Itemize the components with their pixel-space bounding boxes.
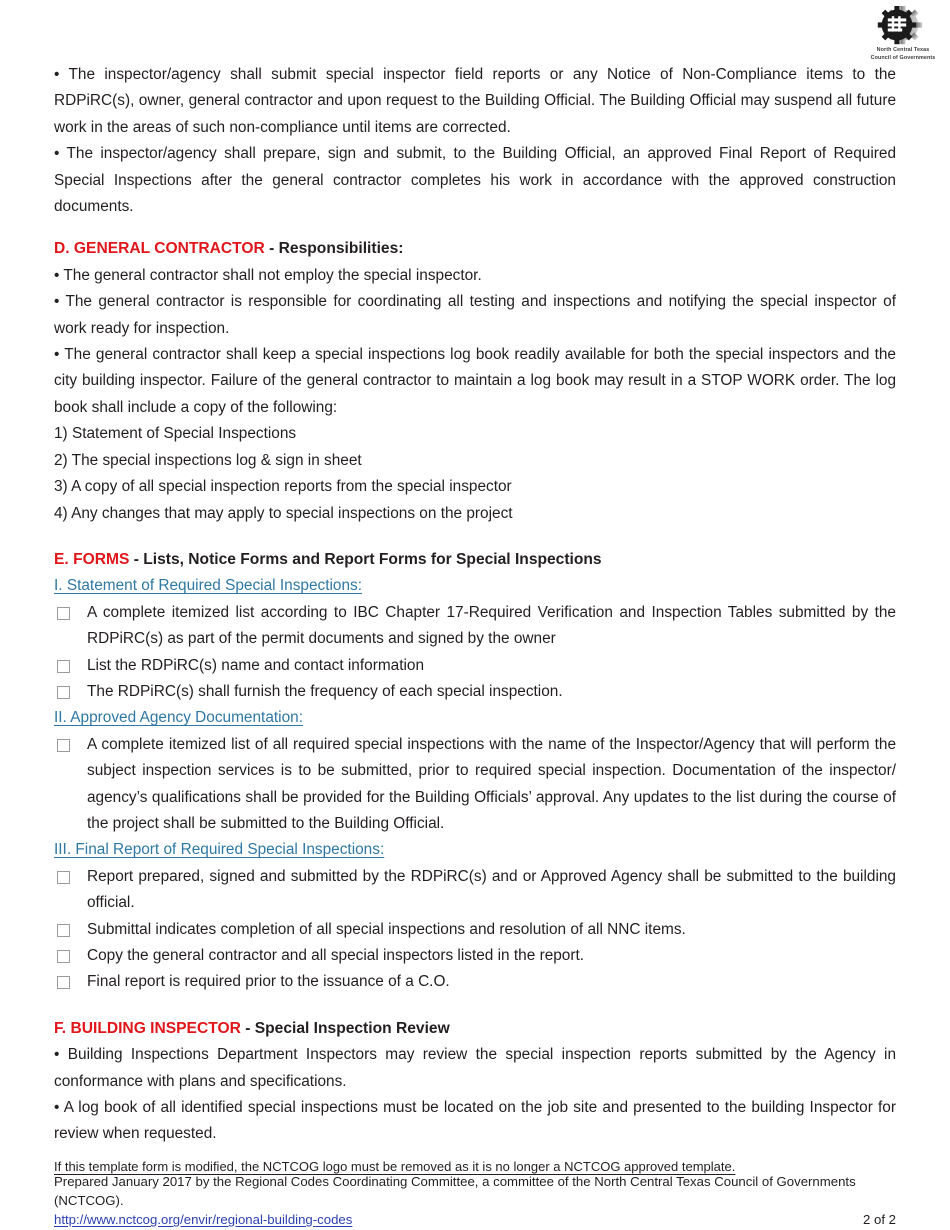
footer-credit-line: Prepared January 2017 by the Regional Codes Coordinating Committee, a committee of the North Central Texas Council of Governments (NCTCOG). <box>54 1174 856 1208</box>
section-e-group-1-title: I. Statement of Required Special Inspections: <box>54 577 362 595</box>
section-d-numbered-2: 2) The special inspections log & sign in sheet <box>54 451 362 469</box>
checklist-item[interactable] <box>54 943 896 969</box>
section-e-group-2-title: II. Approved Agency Documentation: <box>54 709 303 727</box>
section-f-heading-red: F. BUILDING INSPECTOR <box>54 1019 241 1037</box>
section-f-heading <box>54 1016 896 1042</box>
checklist-item-label: List the RDPiRC(s) name and contact information <box>87 656 425 674</box>
intro-bullet-2: • The inspector/agency shall prepare, sign and submit, to the Building Official, an approved Final Report of Required Special Inspections after the general contractor completes his work in accordance with the approved construction documents. <box>54 145 896 216</box>
section-e-heading-black: - Lists, Notice Forms and Report Forms for Special Inspections <box>129 550 602 568</box>
checkbox-icon[interactable] <box>57 950 70 963</box>
section-f-bullet-2: • A log book of all identified special inspections must be located on the job site and presented to the building Inspector for review when requested. <box>54 1099 896 1143</box>
section-d-heading-red: D. GENERAL CONTRACTOR <box>54 240 265 258</box>
checklist-item[interactable] <box>54 732 896 838</box>
section-d-heading <box>54 236 896 262</box>
nctcog-gear-logo-icon <box>864 6 942 46</box>
section-e-group-3-title-row <box>54 837 896 863</box>
checklist-item[interactable] <box>54 969 896 995</box>
checklist-item[interactable] <box>54 917 896 943</box>
checklist-item-label: Submittal indicates completion of all special inspections and resolution of all NNC items. <box>87 920 686 938</box>
section-d-bullet-2: • The general contractor is responsible for coordinating all testing and inspections and notifying the special inspector of work ready for inspection. <box>54 293 896 337</box>
page-number: 2 of 2 <box>863 1212 896 1227</box>
section-d-numbered-3: 3) A copy of all special inspection reports from the special inspector <box>54 478 512 496</box>
checkbox-icon[interactable] <box>57 686 70 699</box>
template-modification-footnote: If this template form is modified, the NCTCOG logo must be removed as it is no longer a NCTCOG approved template. <box>54 1158 736 1174</box>
checklist-item-label: A complete itemized list according to IBC Chapter 17-Required Verification and Inspection Tables submitted by the RDPiRC(s) as part of the permit documents and signed by the owner <box>87 603 896 648</box>
section-d-numbered-4: 4) Any changes that may apply to special inspections on the project <box>54 504 513 522</box>
checkbox-icon[interactable] <box>57 924 70 937</box>
checklist-item-label: Report prepared, signed and submitted by the RDPiRC(s) and or Approved Agency shall be submitted to the building official. <box>87 867 896 912</box>
checklist-item-label: Copy the general contractor and all special inspectors listed in the report. <box>87 947 585 964</box>
footer-bottom-row <box>54 1210 896 1229</box>
footer-url-link[interactable]: http://www.nctcog.org/envir/regional-building-codes <box>54 1212 353 1227</box>
checklist-item-label: A complete itemized list of all required special inspections with the name of the Inspector/Agency that will perform the subject inspection services is to be submitted, prior to required special inspection. Documentation of the inspector/ agency’s qualifications shall be provided for the Building Officials’ approval. Any updates to the list during the course of the project shall be submitted to the Building Official. <box>87 735 896 832</box>
section-e-heading-red: E. FORMS <box>54 550 130 568</box>
section-e-group-1-title-row <box>54 573 896 599</box>
section-e-group-3-title: III. Final Report of Required Special Inspections: <box>54 841 385 859</box>
section-e-group-2-title-row <box>54 705 896 731</box>
checklist-item[interactable] <box>54 864 896 917</box>
checkbox-icon[interactable] <box>57 976 70 989</box>
section-d-heading-black: - Responsibilities: <box>264 240 404 258</box>
checklist-item-label: The RDPiRC(s) shall furnish the frequency of each special inspection. <box>87 682 563 700</box>
checkbox-icon[interactable] <box>57 739 70 752</box>
intro-bullet-1: • The inspector/agency shall submit special inspector field reports or any Notice of Non-Compliance items to the RDPiRC(s), owner, general contractor and upon request to the Building Official. The Building Official may suspend all future work in the areas of such non-compliance until items are corrected. <box>54 66 896 136</box>
section-f-heading-black: - Special Inspection Review <box>240 1019 450 1037</box>
checkbox-icon[interactable] <box>57 660 70 673</box>
document-body <box>54 62 896 1177</box>
nctcog-logo <box>864 6 942 62</box>
checklist-item[interactable] <box>54 679 896 705</box>
section-d-bullet-1: • The general contractor shall not employ the special inspector. <box>54 266 482 284</box>
section-f-bullet-1: • Building Inspections Department Inspectors may review the special inspection reports submitted by the Agency in conformance with plans and specifications. <box>54 1046 896 1090</box>
checklist-item[interactable] <box>54 600 896 653</box>
section-e-heading <box>54 547 896 573</box>
checklist-item[interactable] <box>54 653 896 679</box>
section-d-numbered-1: 1) Statement of Special Inspections <box>54 425 297 443</box>
logo-line-2: Council of Governments <box>870 55 936 61</box>
page-footer <box>54 1172 896 1229</box>
checklist-item-label: Final report is required prior to the issuance of a C.O. <box>87 973 450 991</box>
logo-line-1: North Central Texas <box>876 47 930 53</box>
checkbox-icon[interactable] <box>57 871 70 884</box>
section-d-bullet-3: • The general contractor shall keep a special inspections log book readily available for both the special inspectors and the city building inspector. Failure of the general contractor to maintain a log book may result in a STOP WORK order. The log book shall include a copy of the following: <box>54 346 896 416</box>
checkbox-icon[interactable] <box>57 607 70 620</box>
